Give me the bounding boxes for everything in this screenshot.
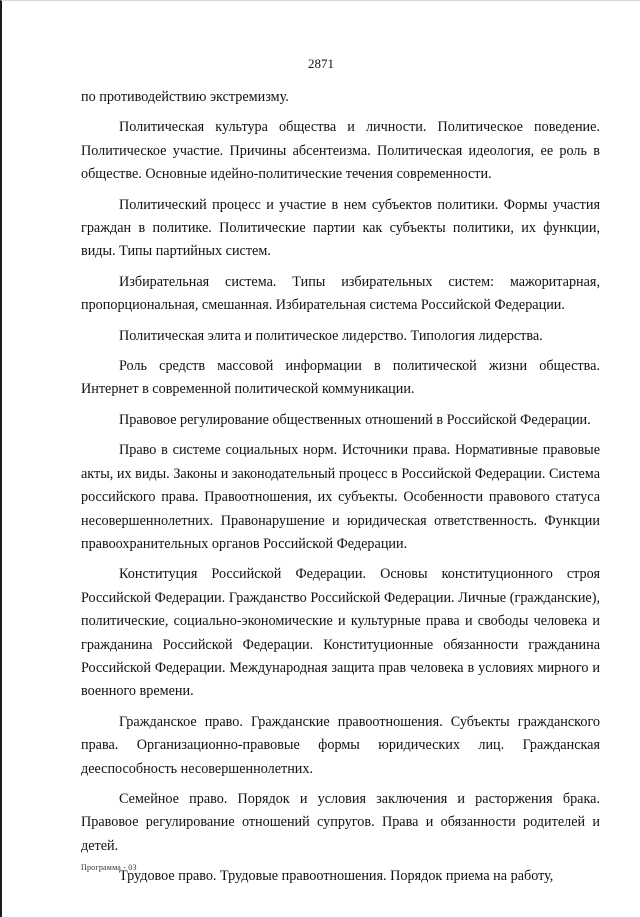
document-body bbox=[81, 86, 600, 896]
paragraph-political-culture: Политическая культура общества и личности. Политическое поведение. Политическое участие. Причины абсентеизма. Политическая идеология, ее роль в обществе. Основные идейно-политические течения современности. bbox=[81, 119, 600, 183]
page-footer: Программа - 03 bbox=[81, 863, 137, 872]
paragraph-continuation: по противодействию экстремизму. bbox=[81, 89, 289, 105]
paragraph-legal-regulation: Правовое регулирование общественных отношений в Российской Федерации. bbox=[119, 411, 591, 428]
paragraph-mass-media: Роль средств массовой информации в политической жизни общества. Интернет в современной политической коммуникации. bbox=[81, 358, 600, 398]
paragraph-constitution: Конституция Российской Федерации. Основы конституционного строя Российской Федерации. Гражданство Российской Федерации. Личные (гражданские), политические, социально-экономические и культурные права и свободы человека и гражданина Российской Федерации. Конституционные обязанности гражданина Российской Федерации. Международная защита прав человека в условиях мирного и военного времени. bbox=[81, 566, 600, 700]
paragraph-political-elite: Политическая элита и политическое лидерство. Типология лидерства. bbox=[119, 327, 543, 344]
page-number: 2871 bbox=[308, 56, 334, 71]
paragraph-law-social-norms: Право в системе социальных норм. Источники права. Нормативные правовые акты, их виды. Законы и законодательный процесс в Российской Федерации. Система российского права. Правоотношения, их субъекты. Особенности правового статуса несовершеннолетних. Правонарушение и юридическая ответственность. Функции правоохранительных органов Российской Федерации. bbox=[81, 442, 600, 552]
paragraph-political-process: Политический процесс и участие в нем субъектов политики. Формы участия граждан в политике. Политические партии как субъекты политики, их функции, виды. Типы партийных систем. bbox=[81, 196, 600, 260]
paragraph-family-law: Семейное право. Порядок и условия заключения и расторжения брака. Правовое регулирование отношений супругов. Права и обязанности родителей и детей. bbox=[81, 790, 600, 854]
paragraph-labor-law: Трудовое право. Трудовые правоотношения. Порядок приема на работу, bbox=[119, 868, 554, 885]
paragraph-civil-law: Гражданское право. Гражданские правоотношения. Субъекты гражданского права. Организационно-правовые формы юридических лиц. Гражданская дееспособность несовершеннолетних. bbox=[81, 713, 600, 777]
paragraph-electoral-system: Избирательная система. Типы избирательных систем: мажоритарная, пропорциональная, смешанная. Избирательная система Российской Федерации. bbox=[81, 273, 600, 314]
